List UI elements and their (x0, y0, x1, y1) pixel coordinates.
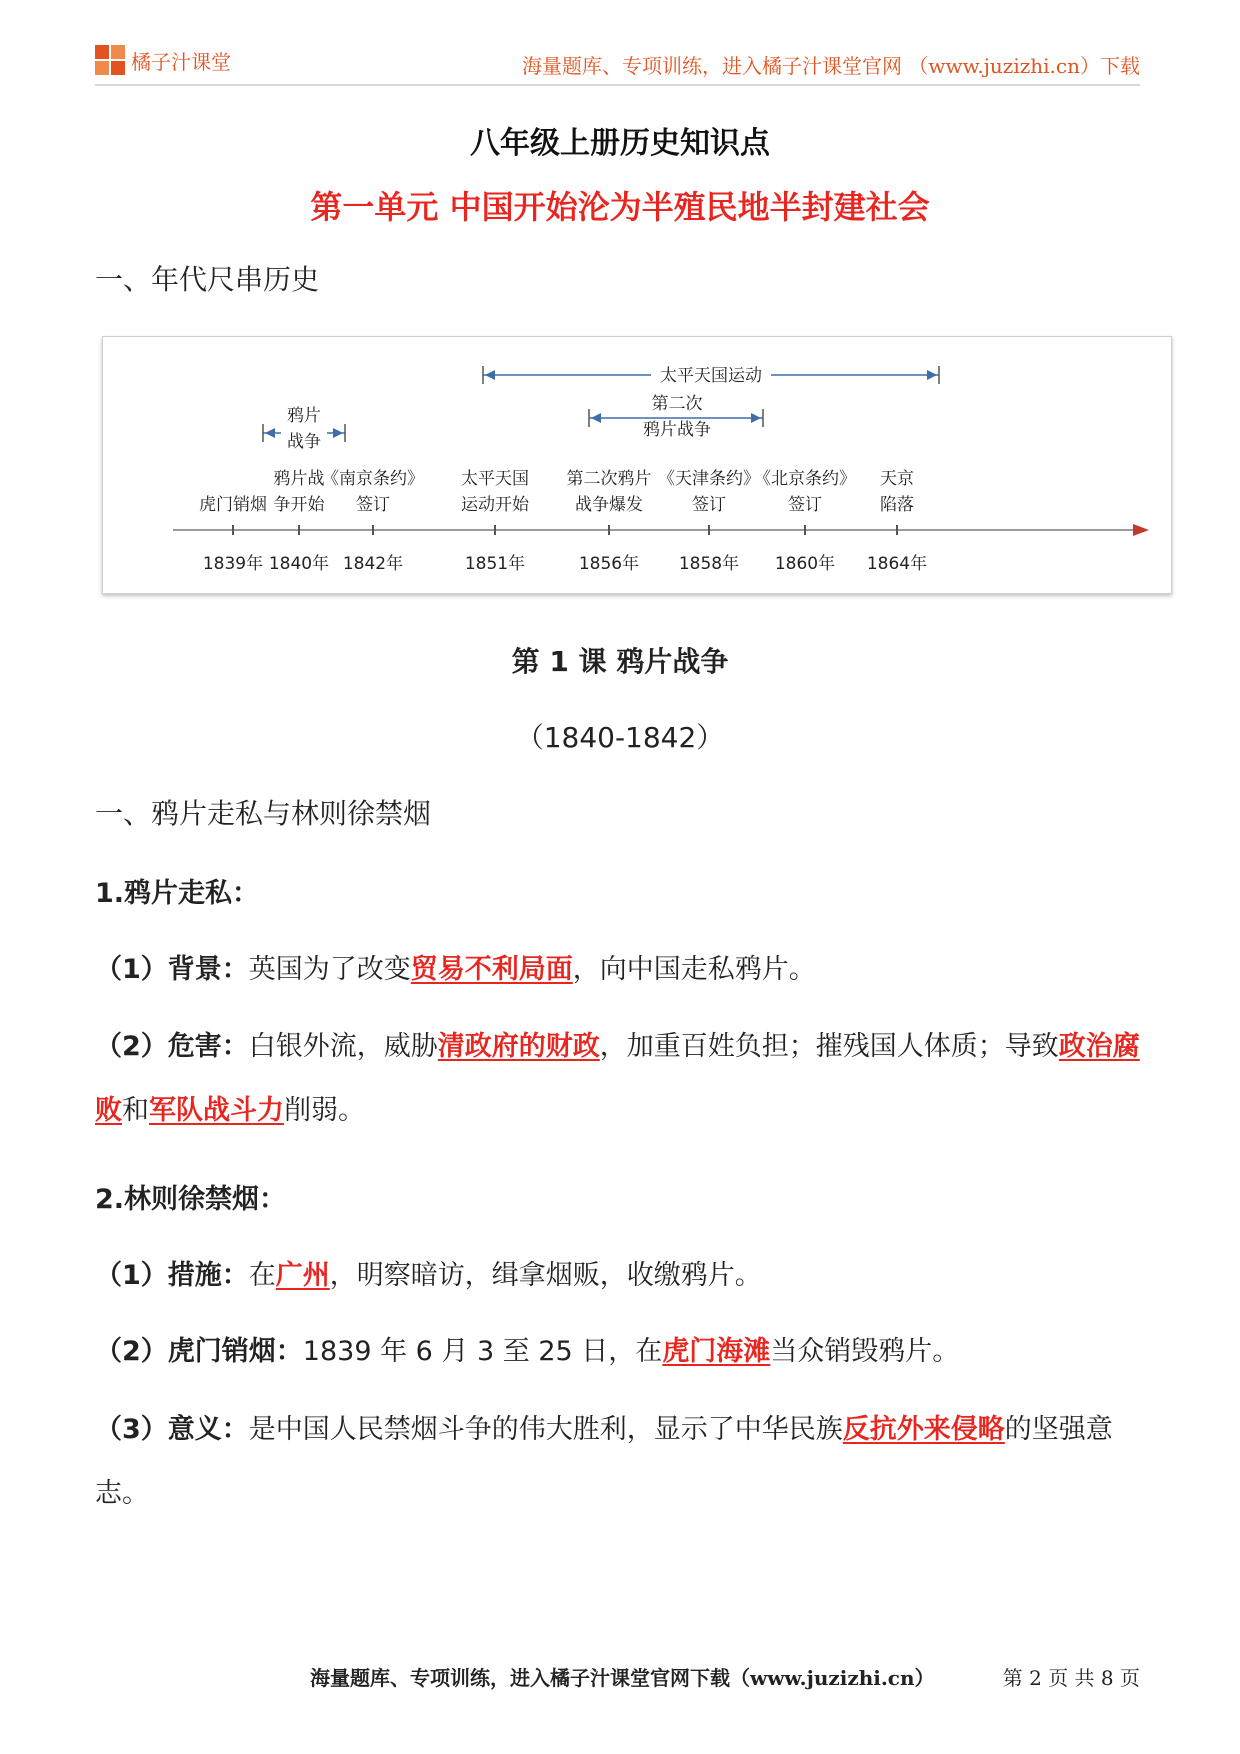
page-header (95, 40, 1140, 86)
key-term: 清政府的财政 (437, 1031, 600, 1062)
para-label: （1）背景： (95, 954, 249, 985)
span-taiping-label: 太平天国运动 (660, 366, 762, 386)
paragraph-humen (95, 1320, 1140, 1384)
span-opium-war-label: 鸦片 (287, 406, 321, 426)
para-text: ，向中国走私鸦片。 (572, 954, 816, 985)
span-second-opium-war-right-arrow-icon (751, 413, 761, 423)
timeline-year-label: 1856年 (578, 554, 640, 574)
timeline-event-label: 虎门销烟 (199, 495, 267, 515)
key-term: 贸易不利局面 (410, 954, 573, 985)
key-term: 虎门海滩 (662, 1336, 771, 1367)
logo-icon (95, 45, 125, 75)
timeline-figure (102, 336, 1172, 594)
para-text: 白银外流，威胁 (248, 1031, 438, 1062)
paragraph-background (95, 938, 1140, 1002)
timeline-year-label: 1851年 (464, 554, 526, 574)
paragraph-harm (95, 1015, 1140, 1143)
span-second-opium-war-label: 鸦片战争 (643, 420, 711, 440)
span-second-opium-war-label: 第二次 (651, 394, 703, 414)
key-term: 军队战斗力 (149, 1095, 284, 1126)
span-taiping-left-arrow-icon (485, 370, 495, 380)
timeline-event-label: 《北京条约》 (754, 469, 856, 489)
document-title: 八年级上册历史知识点 (470, 126, 770, 161)
key-term: 政治腐败 (95, 1031, 1140, 1126)
timeline-year-label: 1842年 (342, 554, 404, 574)
para-text: ，明察暗访，缉拿烟贩，收缴鸦片。 (329, 1260, 762, 1291)
para-label: （2）危害： (95, 1031, 249, 1062)
key-term: 反抗外来侵略 (842, 1414, 1005, 1445)
timeline-event-label: 鸦片战 (273, 469, 325, 489)
item-lin-zexu: 2.林则徐禁烟： (95, 1184, 287, 1215)
span-opium-war-right-arrow-icon (333, 428, 343, 438)
para-label: （3）意义： (95, 1414, 249, 1445)
paragraph-significance (95, 1398, 1140, 1526)
para-text: 1839 年 6 月 3 至 25 日，在 (302, 1336, 663, 1367)
para-text: 和 (122, 1095, 149, 1126)
timeline-event-label: 天京 (880, 469, 914, 489)
lesson-title: 第 1 课 鸦片战争 (511, 645, 729, 678)
footer-download-link[interactable]: 海量题库、专项训练，进入橘子汁课堂官网下载（www.juzizhi.cn） (310, 1666, 935, 1690)
timeline-year-label: 1858年 (678, 554, 740, 574)
item-opium-smuggling: 1.鸦片走私： (95, 878, 260, 909)
timeline-arrow-icon (1133, 524, 1149, 536)
unit-title: 第一单元 中国开始沦为半殖民地半封建社会 (310, 188, 930, 226)
timeline-event-label: 太平天国 (461, 469, 529, 489)
lesson-years: （1840-1842） (515, 721, 725, 754)
timeline-event-label: 签订 (692, 495, 726, 515)
timeline-event-label: 第二次鸦片 (566, 469, 652, 489)
para-text: 英国为了改变 (248, 954, 411, 985)
para-text: ，加重百姓负担；摧残国人体质；导致 (599, 1031, 1059, 1062)
para-text: 当众销毁鸦片。 (770, 1336, 960, 1367)
timeline-event-label: 战争爆发 (575, 495, 643, 515)
timeline-year-label: 1860年 (774, 554, 836, 574)
timeline-year-label: 1840年 (268, 554, 330, 574)
timeline-event-label: 争开始 (273, 495, 325, 515)
paragraph-measures (95, 1244, 1140, 1308)
logo-text: 橘子汁课堂 (131, 49, 231, 74)
header-download-link[interactable]: 海量题库、专项训练，进入橘子汁课堂官网 （www.juzizhi.cn）下载 (522, 54, 1140, 78)
timeline-event-label: 运动开始 (461, 495, 529, 515)
para-text: 在 (248, 1260, 276, 1291)
para-text: 是中国人民禁烟斗争的伟大胜利，显示了中华民族 (248, 1414, 843, 1445)
timeline-event-label: 签订 (788, 495, 822, 515)
section-opium-heading: 一、鸦片走私与林则徐禁烟 (95, 797, 432, 830)
timeline-event-label: 签订 (356, 495, 390, 515)
timeline-event-label: 陷落 (880, 495, 914, 515)
para-text: 的坚强意志。 (95, 1414, 1113, 1509)
timeline-event-label: 《南京条约》 (322, 469, 424, 489)
timeline-year-label: 1839年 (202, 554, 264, 574)
brand-logo[interactable] (95, 45, 231, 75)
timeline-event-label: 《天津条约》 (658, 469, 760, 489)
span-opium-war-label: 战争 (287, 432, 321, 452)
para-label: （1）措施： (95, 1260, 249, 1291)
para-label: （2）虎门销烟： (95, 1336, 303, 1367)
timeline-year-label: 1864年 (866, 554, 928, 574)
para-text: 削弱。 (284, 1095, 365, 1126)
timeline-chart (103, 337, 1171, 593)
span-second-opium-war-left-arrow-icon (591, 413, 601, 423)
key-term: 广州 (275, 1260, 330, 1291)
span-taiping-right-arrow-icon (927, 370, 937, 380)
page-number: 第 2 页 共 8 页 (1002, 1666, 1140, 1690)
span-opium-war-left-arrow-icon (265, 428, 275, 438)
section-timeline-heading: 一、年代尺串历史 (95, 263, 320, 296)
